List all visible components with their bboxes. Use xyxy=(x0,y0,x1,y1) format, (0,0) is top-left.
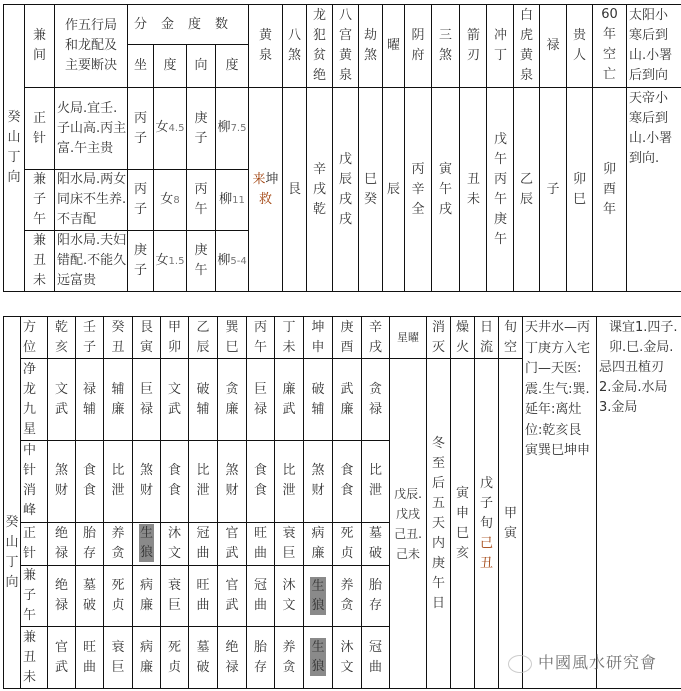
cell: 养贪 xyxy=(275,627,304,689)
header-lu: 禄 xyxy=(540,5,567,88)
row-label-jianchouwei: 兼丑未 xyxy=(21,627,48,689)
cell: 破辅 xyxy=(189,359,218,441)
dir-1: 壬子 xyxy=(76,317,104,359)
header-bagong: 八宫黄泉 xyxy=(333,5,359,88)
cell: 衰巨 xyxy=(275,522,304,565)
cell: 绝禄 xyxy=(48,522,76,565)
cell: 衰巨 xyxy=(104,627,133,689)
baihu-value: 乙辰 xyxy=(514,88,540,292)
cell: 煞财 xyxy=(133,440,161,522)
header-riliu: 日流 xyxy=(475,317,499,359)
cell: 死贞 xyxy=(161,627,189,689)
cell: 旺曲 xyxy=(76,627,104,689)
header-fenjin: 分金度数 xyxy=(128,5,249,45)
cell: 食食 xyxy=(333,440,362,522)
header-zuo: 坐 xyxy=(128,45,154,88)
lu-value: 子 xyxy=(540,88,567,292)
row-xiang-du: 柳5-4 xyxy=(216,231,249,292)
cell: 墓破 xyxy=(189,627,218,689)
jiesha-value: 巳癸 xyxy=(359,88,383,292)
cell: 墓破 xyxy=(76,565,104,626)
cell: 比泄 xyxy=(275,440,304,522)
header-basha: 八煞 xyxy=(283,5,307,88)
header-position: 方位 xyxy=(21,317,48,359)
row-label-zhengzhen: 正针 xyxy=(21,522,48,565)
cell: 官武 xyxy=(48,627,76,689)
header-jianren: 箭刃 xyxy=(460,5,487,88)
cell: 冠曲 xyxy=(247,565,275,626)
cell: 墓破 xyxy=(362,522,390,565)
cell-highlight: 生狼 xyxy=(304,627,333,689)
cell: 煞财 xyxy=(48,440,76,522)
bottom-table xyxy=(3,316,681,689)
cell: 沐文 xyxy=(161,522,189,565)
row-xiang: 庚午 xyxy=(187,231,216,292)
row-xiang: 丙午 xyxy=(187,170,216,231)
row-jian: 正针 xyxy=(25,88,55,170)
cell: 煞财 xyxy=(218,440,247,522)
row-zuo-du: 女8 xyxy=(154,170,187,231)
row-zuo: 丙子 xyxy=(128,170,154,231)
dir-10: 庚酉 xyxy=(333,317,362,359)
dir-0: 乾亥 xyxy=(48,317,76,359)
row-label-jianziwu: 兼子午 xyxy=(21,565,48,626)
cell: 旺曲 xyxy=(247,522,275,565)
header-longfan: 龙犯贫绝 xyxy=(307,5,333,88)
cell: 禄辅 xyxy=(76,359,104,441)
basha-value: 艮 xyxy=(283,88,307,292)
watermark: 中國風水研究會 xyxy=(508,650,657,673)
chongding-value: 戊午丙午庚午 xyxy=(487,88,514,292)
dir-8: 丁未 xyxy=(275,317,304,359)
header-baihu: 白虎黄泉 xyxy=(514,5,540,88)
sansha-value: 寅午戌 xyxy=(432,88,460,292)
cell: 绝禄 xyxy=(218,627,247,689)
cell: 官武 xyxy=(218,522,247,565)
row-desc: 火局.宜壬.子山高.丙主富.午主贵 xyxy=(55,88,128,170)
zaohuo-value: 寅申巳亥 xyxy=(451,359,475,689)
bagong-value: 戊辰戌戌 xyxy=(333,88,359,292)
cell: 胎存 xyxy=(76,522,104,565)
cell-highlight: 生狼 xyxy=(304,565,333,626)
note-keyi: 课宜1.四子.卯.巳.金局. 忌四丑植刃 2.金局.水局 3.金局 xyxy=(597,317,681,689)
row-zuo: 庚子 xyxy=(128,231,154,292)
note-tiandi: 天帝小寒后到山.小署到向. xyxy=(627,88,681,292)
cell: 胎存 xyxy=(362,565,390,626)
row-xiang-du: 柳11 xyxy=(216,170,249,231)
cell: 巨禄 xyxy=(247,359,275,441)
cell: 沐文 xyxy=(275,565,304,626)
wechat-icon xyxy=(508,655,532,673)
row-label-zhongzhen: 中针消峰 xyxy=(21,440,48,522)
row-zuo-du: 女1.5 xyxy=(154,231,187,292)
header-xiaomie: 消灭 xyxy=(427,317,451,359)
cell: 比泄 xyxy=(362,440,390,522)
note-taiyang: 太阳小寒后到山.小署后到向 xyxy=(627,5,681,88)
xiaomie-value: 冬至后五天内庚午日 xyxy=(427,359,451,689)
header-yinfu: 阴府 xyxy=(405,5,432,88)
yinfu-value: 丙辛全 xyxy=(405,88,432,292)
cell: 比泄 xyxy=(189,440,218,522)
dir-7: 丙午 xyxy=(247,317,275,359)
xingyao-value: 戊辰.戊戌己丑.己未 xyxy=(390,359,427,689)
header-guiren: 贵人 xyxy=(567,5,593,88)
cell: 死贞 xyxy=(104,565,133,626)
cell: 死贞 xyxy=(333,522,362,565)
cell: 冠曲 xyxy=(362,627,390,689)
dir-4: 甲卯 xyxy=(161,317,189,359)
cell: 官武 xyxy=(218,565,247,626)
header-sansha: 三煞 xyxy=(432,5,460,88)
cell: 武廉 xyxy=(333,359,362,441)
cell: 辅廉 xyxy=(104,359,133,441)
header-xunkong: 旬空 xyxy=(499,317,523,359)
cell-highlight: 生狼 xyxy=(133,522,161,565)
cell: 食食 xyxy=(161,440,189,522)
cell: 廉武 xyxy=(275,359,304,441)
note-tianjing: 天井水—丙丁庚方入宅门—天医:震.生气:巽.延年:离灶位:乾亥艮寅巽巳坤申 xyxy=(523,317,597,689)
kongwang-value: 卯酉年 xyxy=(593,88,627,292)
header-yao: 曜 xyxy=(383,5,405,88)
cell: 病廉 xyxy=(304,522,333,565)
dir-3: 艮寅 xyxy=(133,317,161,359)
cell: 养贪 xyxy=(333,565,362,626)
row-desc: 阳水局.夫妇错配.不能久远富贵 xyxy=(55,231,128,292)
row-jian: 兼丑未 xyxy=(25,231,55,292)
row-zuo-du: 女4.5 xyxy=(154,88,187,170)
cell: 巨禄 xyxy=(133,359,161,441)
header-xiang-du: 度 xyxy=(216,45,249,88)
xunkong-value: 甲寅 xyxy=(499,359,523,689)
header-jian: 兼间 xyxy=(25,5,55,88)
header-chongding: 冲丁 xyxy=(487,5,514,88)
header-huangquan: 黄泉 xyxy=(249,5,283,88)
jianren-value: 丑未 xyxy=(460,88,487,292)
yao-value: 辰 xyxy=(383,88,405,292)
row-xiang: 庚子 xyxy=(187,88,216,170)
cell: 胎存 xyxy=(247,627,275,689)
dir-5: 乙辰 xyxy=(189,317,218,359)
dir-9: 坤申 xyxy=(304,317,333,359)
cell: 文武 xyxy=(48,359,76,441)
cell: 病廉 xyxy=(133,565,161,626)
longfan-value: 辛戌乾 xyxy=(307,88,333,292)
cell: 食食 xyxy=(76,440,104,522)
header-xingyao: 星曜 xyxy=(390,317,427,359)
mountain-label: 癸山丁向 xyxy=(4,317,21,689)
header-zaohuo: 燥火 xyxy=(451,317,475,359)
cell: 病廉 xyxy=(133,627,161,689)
cell: 食食 xyxy=(247,440,275,522)
header-kongwang: 60年空亡 xyxy=(593,5,627,88)
dir-2: 癸丑 xyxy=(104,317,133,359)
cell: 旺曲 xyxy=(189,565,218,626)
row-desc: 阳水局.两女同床不生养.不吉配 xyxy=(55,170,128,231)
riliu-value: 戊子旬己丑 xyxy=(475,359,499,689)
cell: 养贪 xyxy=(104,522,133,565)
row-label-jinglong: 净龙九星 xyxy=(21,359,48,441)
cell: 绝禄 xyxy=(48,565,76,626)
header-jiesha: 劫煞 xyxy=(359,5,383,88)
row-xiang-du: 柳7.5 xyxy=(216,88,249,170)
cell: 比泄 xyxy=(104,440,133,522)
header-zuo-du: 度 xyxy=(154,45,187,88)
cell: 破辅 xyxy=(304,359,333,441)
huangquan-value: 来坤 救 xyxy=(249,88,283,292)
cell: 衰巨 xyxy=(161,565,189,626)
guiren-value: 卯巳 xyxy=(567,88,593,292)
dir-11: 辛戌 xyxy=(362,317,390,359)
cell: 沐文 xyxy=(333,627,362,689)
header-xiang: 向 xyxy=(187,45,216,88)
row-zuo: 丙子 xyxy=(128,88,154,170)
top-table xyxy=(3,4,681,292)
cell: 贪禄 xyxy=(362,359,390,441)
cell: 煞财 xyxy=(304,440,333,522)
cell: 文武 xyxy=(161,359,189,441)
header-wuxing: 作五行局和龙配及主要断决 xyxy=(55,5,128,88)
cell: 贪廉 xyxy=(218,359,247,441)
cell: 冠曲 xyxy=(189,522,218,565)
row-jian: 兼子午 xyxy=(25,170,55,231)
mountain-label: 癸山丁向 xyxy=(4,5,25,292)
dir-6: 巽巳 xyxy=(218,317,247,359)
